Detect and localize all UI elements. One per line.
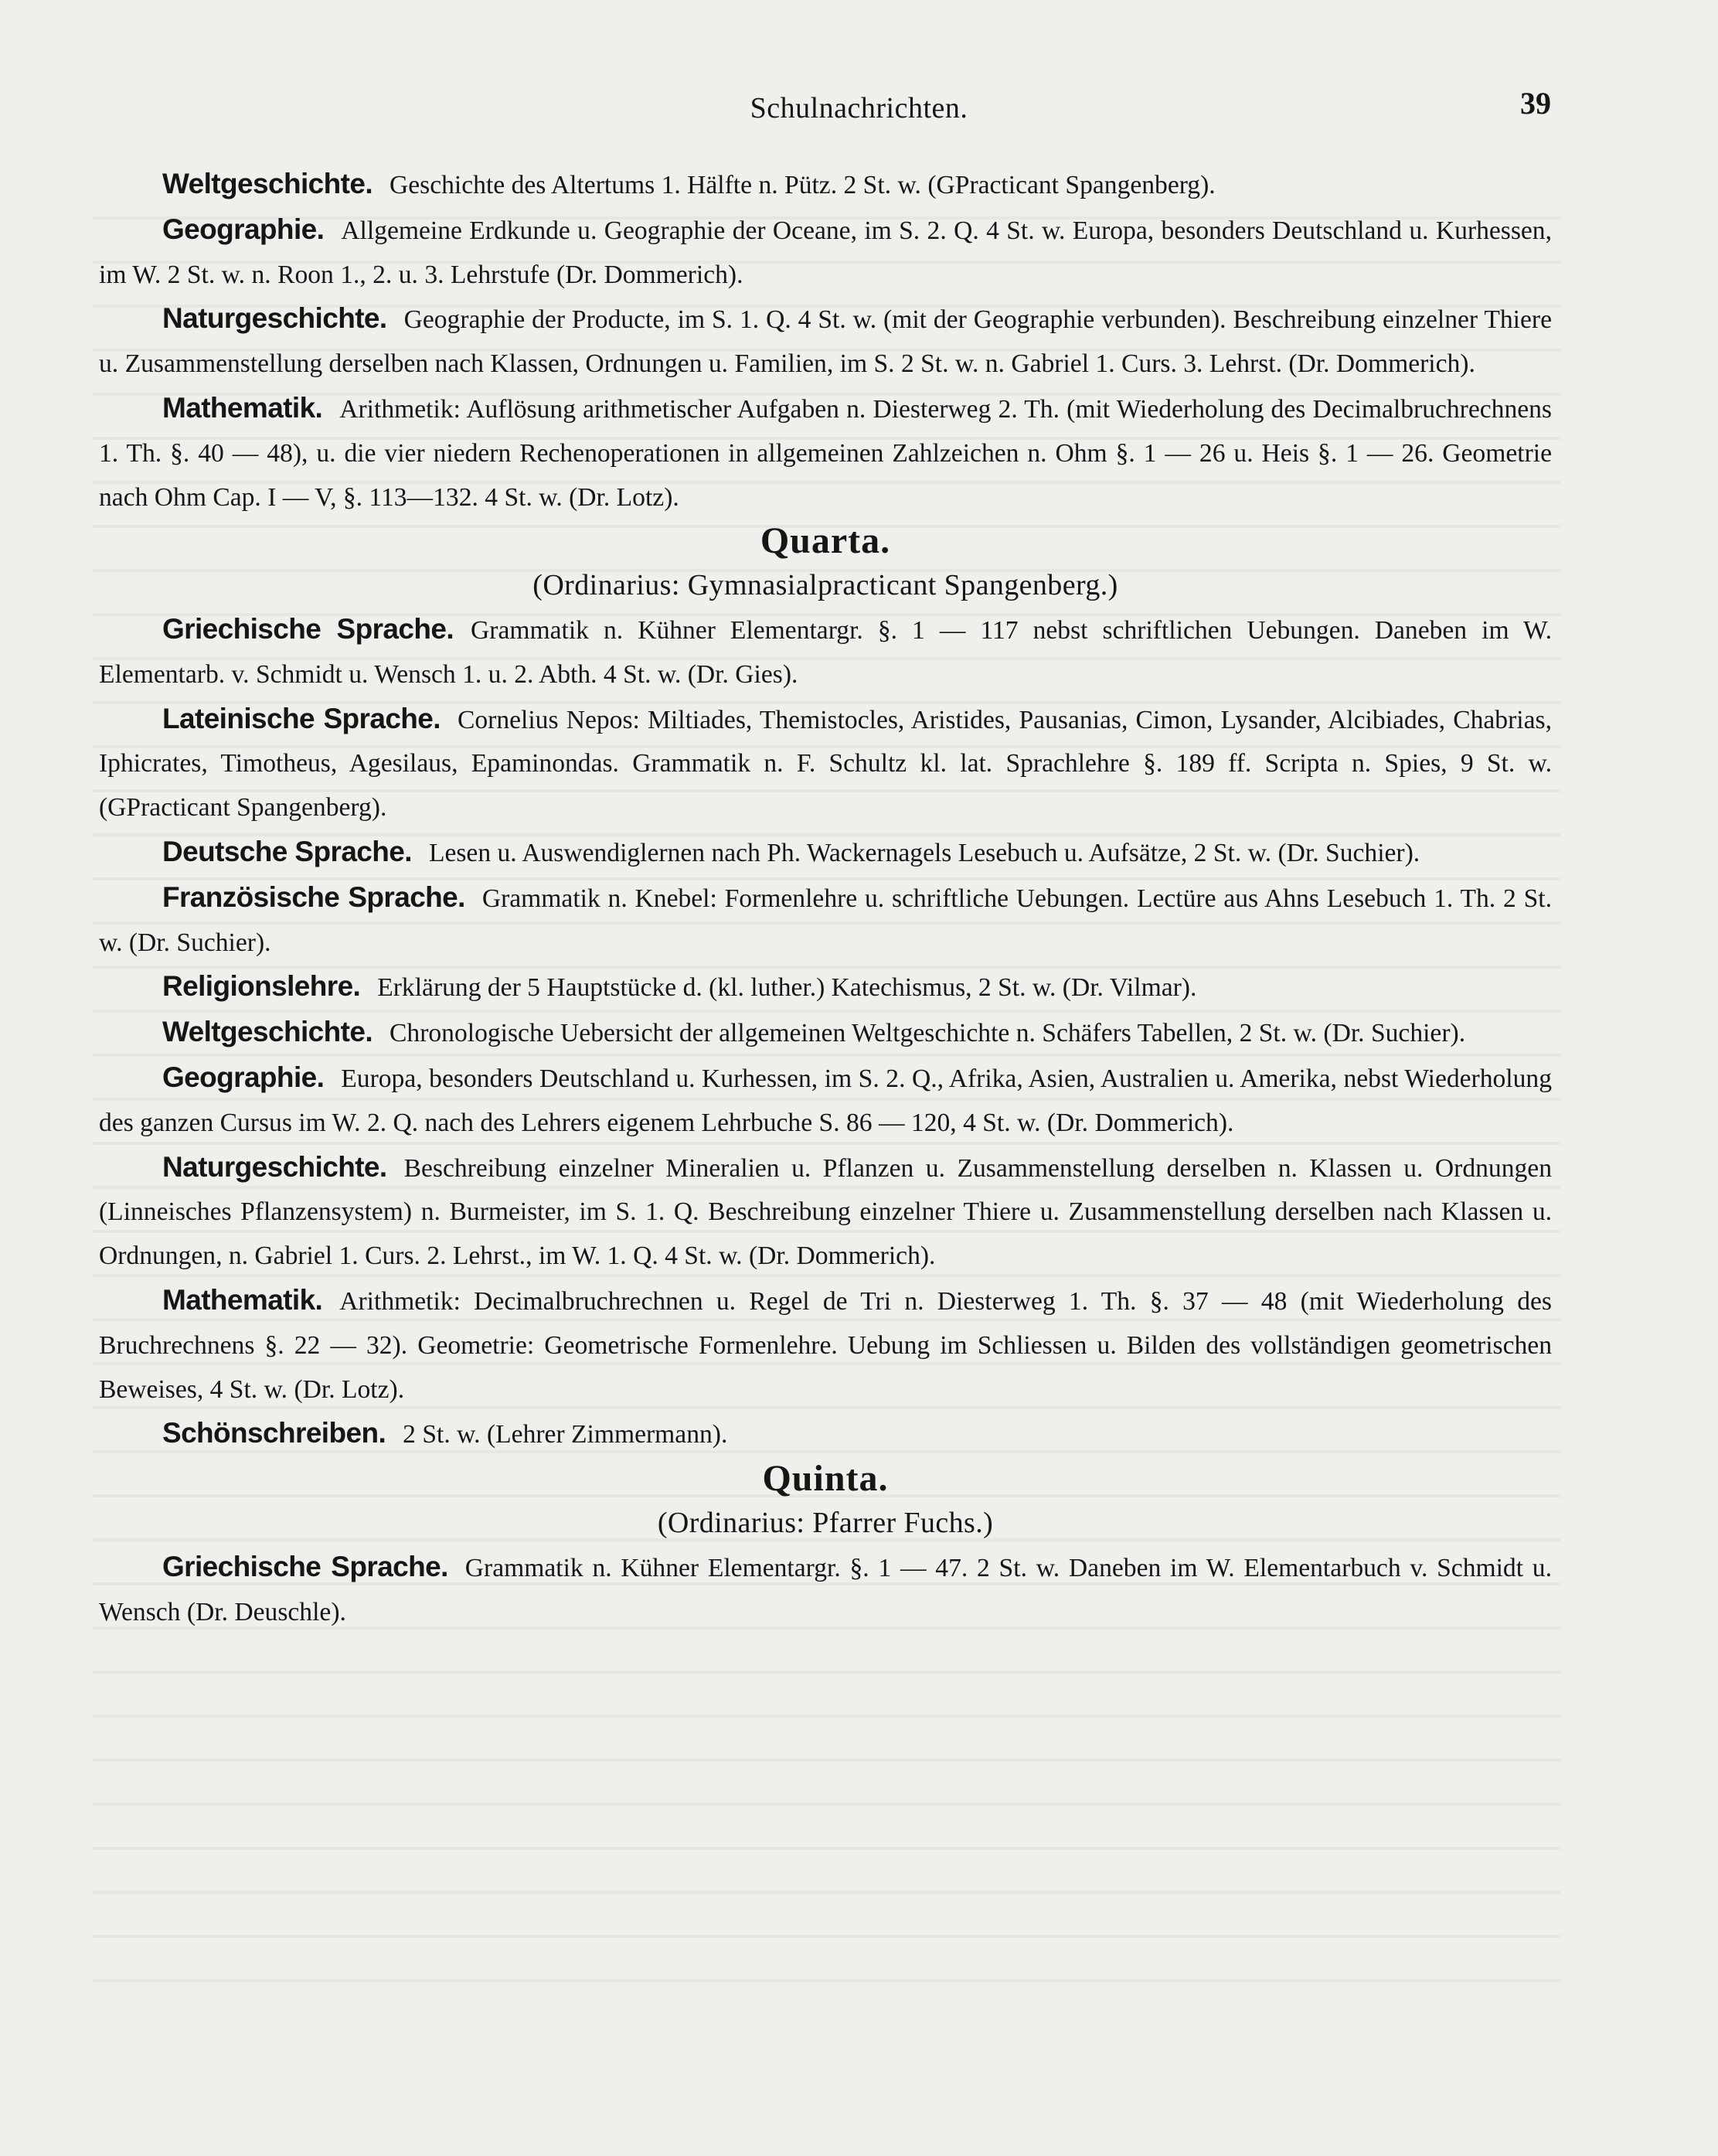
course-subject: Lateinische Sprache. <box>162 702 441 734</box>
course-entry <box>99 1545 1552 1635</box>
course-entry <box>99 1412 1552 1457</box>
course-description: Arithmetik: Decimalbruchrechnen u. Regel de Tri n. Diesterweg 1. Th. §. 37 — 48 (mit Wiederholung des Bruchrechnens §. 22 — 32). Geometrie: Geometrische Formenlehre. Uebung im Schliessen u. Bilden des vollständigen geometrischen Beweises, 4 St. w. (Dr. Lotz). <box>99 1286 1552 1404</box>
course-entry <box>99 876 1552 966</box>
class-heading: Quinta. <box>762 1458 889 1500</box>
course-description: Geographie der Producte, im S. 1. Q. 4 St. w. (mit der Geographie verbunden). Beschreibung einzelner Thiere u. Zusammenstellung derselben nach Klassen, Ordnungen u. Familien, im S. 2 St. w. n. Gabriel 1. Curs. 3. Lehrst. (Dr. Dommerich). <box>99 305 1552 379</box>
course-subject: Deutsche Sprache. <box>162 835 412 867</box>
body-text <box>99 162 1552 1634</box>
course-entry <box>99 1146 1552 1279</box>
course-subject: Religionslehre. <box>162 970 361 1003</box>
course-description: Lesen u. Auswendiglernen nach Ph. Wackernagels Lesebuch u. Aufsätze, 2 St. w. (Dr. Suchier). <box>428 838 1420 867</box>
course-subject: Griechische Sprache. <box>162 612 454 645</box>
course-entry <box>99 1279 1552 1412</box>
course-subject: Weltgeschichte. <box>162 1016 373 1048</box>
course-description: Grammatik n. Kühner Elementargr. §. 1 — 117 nebst schriftlichen Uebungen. Daneben im W. Elementarb. v. Schmidt u. Wensch 1. u. 2. Abth. 4 St. w. (Dr. Gies). <box>99 615 1552 689</box>
running-title: Schulnachrichten. <box>750 92 968 124</box>
course-description: Grammatik n. Kühner Elementargr. §. 1 — 47. 2 St. w. Daneben im W. Elementarbuch v. Schmidt u. Wensch (Dr. Deuschle). <box>99 1553 1552 1626</box>
course-description: Allgemeine Erdkunde u. Geographie der Oceane, im S. 2. Q. 4 St. w. Europa, besonders Deutschland u. Kurhessen, im W. 2 St. w. n. Roon 1., 2. u. 3. Lehrstufe (Dr. Dommerich). <box>99 216 1552 289</box>
course-description: Grammatik n. Knebel: Formenlehre u. schriftliche Uebungen. Lectüre aus Ahns Lesebuch 1. Th. 2 St. w. (Dr. Suchier). <box>99 884 1552 957</box>
course-entry <box>99 297 1552 387</box>
course-subject: Weltgeschichte. <box>162 168 373 199</box>
course-entry <box>99 965 1552 1010</box>
course-description: Arithmetik: Auflösung arithmetischer Aufgaben n. Diesterweg 2. Th. (mit Wiederholung des Decimalbruchrechnens 1. Th. §. 40 — 48), u. die vier niedern Rechenoperationen in allgemeinen Zahlzeichen n. Ohm §. 1 — 26 u. Heis §. 1 — 26. Geometrie nach Ohm Cap. I — V, §. 113—132. 4 St. w. (Dr. Lotz). <box>99 394 1552 512</box>
course-entry <box>99 608 1552 697</box>
course-entry <box>99 387 1552 519</box>
course-subject: Naturgeschichte. <box>162 1150 387 1183</box>
course-entry <box>99 208 1552 298</box>
course-subject: Mathematik. <box>162 1283 323 1316</box>
page-number: 39 <box>1520 86 1551 121</box>
course-description: Cornelius Nepos: Miltiades, Themistocles, Aristides, Pausanias, Cimon, Lysander, Alcibiades, Chabrias, Iphicrates, Timotheus, Agesilaus, Epaminondas. Grammatik n. F. Schultz kl. lat. Sprachlehre §. 189 ff. Scripta n. Spies, 9 St. w. (GPracticant Spangenberg). <box>99 705 1552 823</box>
course-subject: Geographie. <box>162 1061 325 1093</box>
course-entry <box>99 697 1552 830</box>
course-entry <box>99 162 1552 208</box>
course-description: Beschreibung einzelner Mineralien u. Pflanzen u. Zusammenstellung derselben n. Klassen u. Ordnungen (Linneisches Pflanzensystem) n. Burmeister, im S. 1. Q. Beschreibung einzelner Thiere u. Zusammenstellung derselben nach Klassen u. Ordnungen, n. Gabriel 1. Curs. 2. Lehrst., im W. 1. Q. 4 St. w. (Dr. Dommerich). <box>99 1153 1552 1271</box>
running-head <box>0 86 1718 138</box>
course-subject: Französische Sprache. <box>162 880 465 913</box>
course-description: 2 St. w. (Lehrer Zimmermann). <box>403 1420 728 1449</box>
course-subject: Naturgeschichte. <box>162 302 387 335</box>
course-description: Chronologische Uebersicht der allgemeinen Weltgeschichte n. Schäfers Tabellen, 2 St. w. (Dr. Suchier). <box>390 1019 1466 1048</box>
course-description: Geschichte des Altertums 1. Hälfte n. Pütz. 2 St. w. (GPracticant Spangenberg). <box>390 171 1216 199</box>
course-entry <box>99 830 1552 876</box>
course-entry <box>99 1056 1552 1146</box>
ordinarius-line: (Ordinarius: Gymnasialpracticant Spangenberg.) <box>532 569 1118 602</box>
ordinarius-line: (Ordinarius: Pfarrer Fuchs.) <box>657 1506 994 1539</box>
course-subject: Geographie. <box>162 213 325 245</box>
course-description: Europa, besonders Deutschland u. Kurhessen, im S. 2. Q., Afrika, Asien, Australien u. Amerika, nebst Wiederholung des ganzen Cursus im W. 2. Q. nach des Lehrers eigenem Lehrbuche S. 86 — 120, 4 St. w. (Dr. Dommerich). <box>99 1064 1552 1137</box>
class-heading: Quarta. <box>760 520 891 562</box>
course-description: Erklärung der 5 Hauptstücke d. (kl. luther.) Katechismus, 2 St. w. (Dr. Vilmar). <box>377 973 1197 1003</box>
course-subject: Griechische Sprache. <box>162 1550 448 1582</box>
course-subject: Schönschreiben. <box>162 1417 386 1449</box>
course-subject: Mathematik. <box>162 391 323 424</box>
course-entry <box>99 1010 1552 1056</box>
